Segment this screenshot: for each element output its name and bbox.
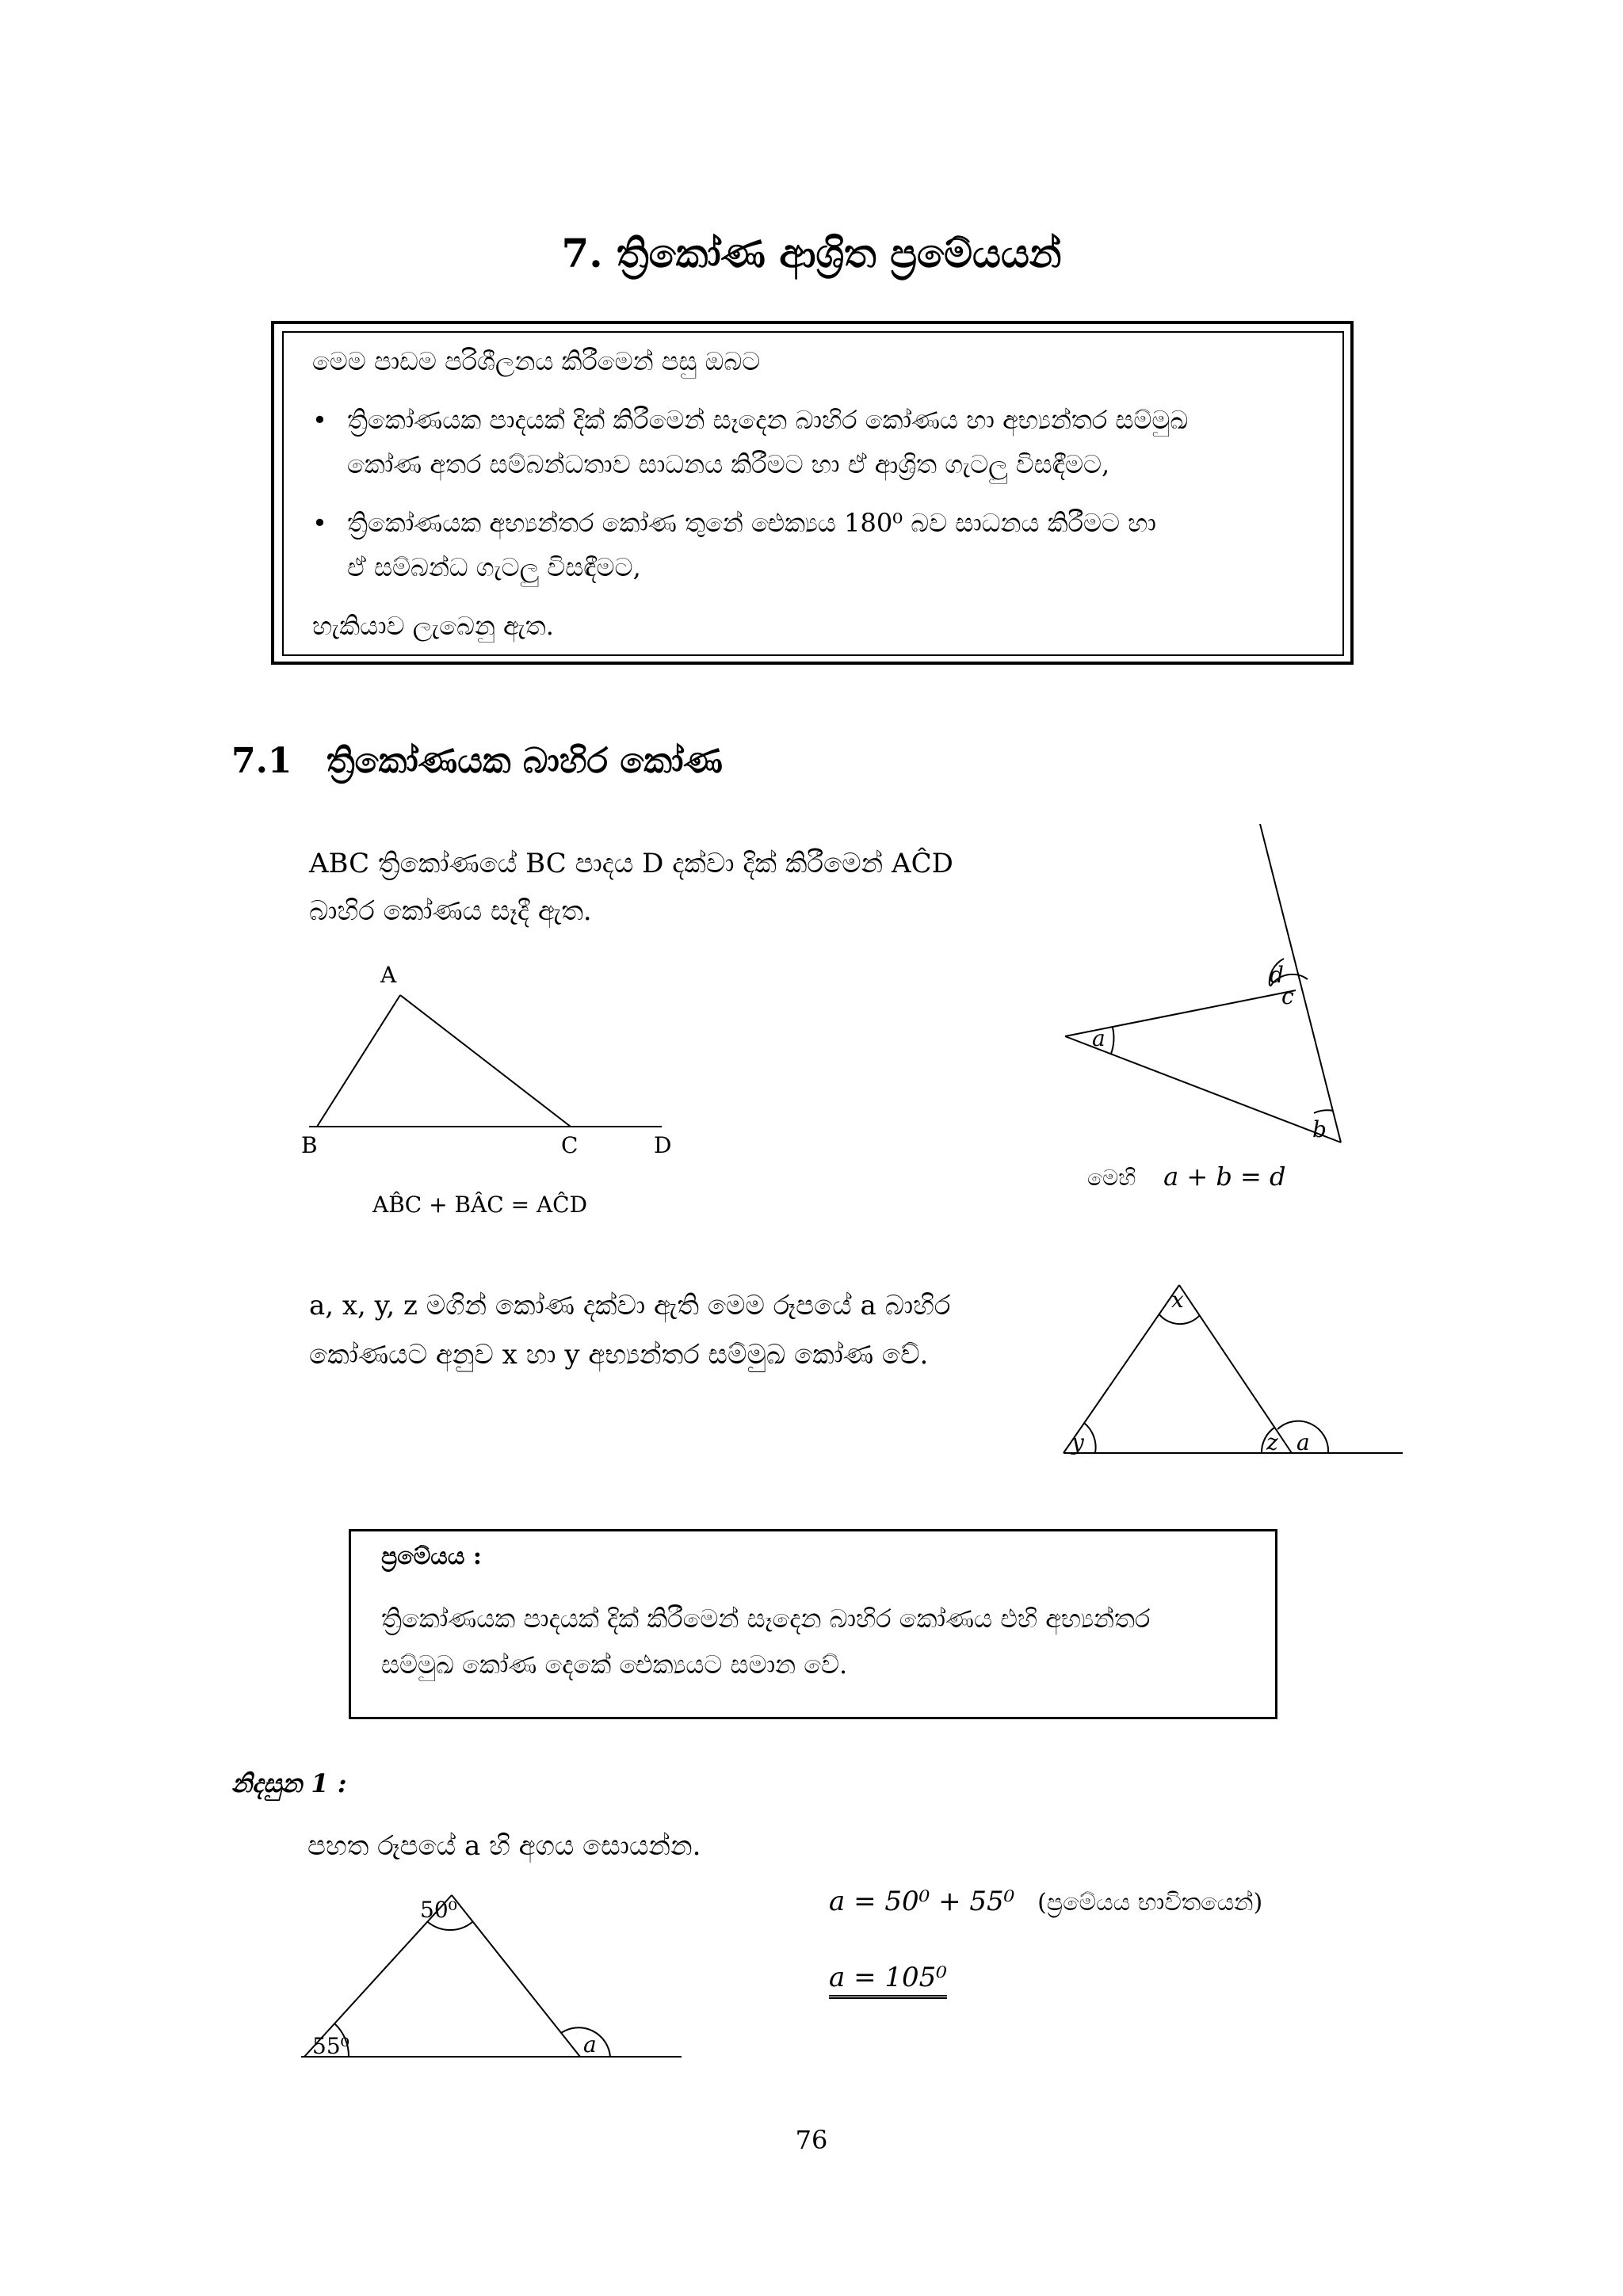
- theorem-box: [349, 1529, 1277, 1719]
- label-z: z: [1266, 1429, 1278, 1455]
- section-number: 7.1: [231, 741, 292, 781]
- angle-arc-a: [1111, 1028, 1113, 1054]
- example-heading: නිදසුන 1 :: [231, 1768, 347, 1798]
- objective-1-line1: ත්‍රිකෝණයක පාදයක් දික් කිරීමෙන් සෑදෙන බාහිර කෝණය හා අභ්‍යන්තර සම්මුඛ: [347, 405, 1189, 435]
- bullet-icon: •: [312, 405, 327, 435]
- solution-step1-eq: a = 50⁰ + 55⁰: [829, 1886, 1015, 1917]
- page-title: 7. ත්‍රිකෝණ ආශ්‍රිත ප්‍රමේයයන්: [561, 230, 1062, 277]
- fig2-caption: [1087, 1161, 1286, 1192]
- angle-equation: AB̂C + BÂC = AĈD: [372, 1192, 588, 1218]
- label-d: d: [1270, 962, 1284, 988]
- page-number: 76: [795, 2125, 828, 2155]
- label-c: c: [1281, 983, 1294, 1009]
- fig2-caption-equation: a + b = d: [1163, 1161, 1286, 1192]
- angle-arc-y: [1084, 1423, 1096, 1453]
- side-bottom: [1065, 1036, 1341, 1142]
- side-ac: [400, 995, 571, 1127]
- label-a: a: [1296, 1429, 1310, 1455]
- section-title: ත්‍රිකෝණයක බාහිර කෝණ: [326, 741, 723, 781]
- label-55: 55⁰: [312, 2033, 349, 2059]
- label-y: y: [1071, 1429, 1084, 1455]
- para1-line2: බාහිර කෝණය සෑදී ඇත.: [309, 895, 592, 927]
- side-right: [1179, 1285, 1292, 1453]
- para1-line1: ABC ත්‍රිකෝණයේ BC පාදය D දක්වා දික් කිරීමෙන් AĈD: [309, 848, 953, 879]
- example-instruction: පහත රූපයේ a හි අගය සොයන්න.: [307, 1830, 701, 1862]
- bullet-icon: •: [312, 508, 327, 538]
- solution-step2: a = 105⁰: [829, 1962, 947, 1999]
- objective-2-line1: ත්‍රිකෝණයක අභ්‍යන්තර කෝණ තුනේ ඓක්‍යය 180⁰ බව සාධනය කිරීමට හා: [347, 508, 1156, 538]
- objectives-outro: හැකියාව ලැබෙනු ඇත.: [312, 611, 554, 641]
- objectives-box: [282, 331, 1344, 656]
- fig2-caption-prefix: මෙහි: [1087, 1165, 1136, 1191]
- label-x: x: [1171, 1287, 1184, 1313]
- label-b: B: [301, 1132, 318, 1158]
- figure-triangle-xyz: [1054, 1268, 1411, 1474]
- angle-arc-top: [428, 1922, 472, 1930]
- label-a: A: [380, 962, 397, 988]
- side-ab: [317, 995, 400, 1127]
- angle-arc-x: [1159, 1314, 1200, 1324]
- theorem-line1: ත්‍රිකෝණයක පාදයක් දික් කිරීමෙන් සෑදෙන බාහිර කෝණය එහි අභ්‍යන්තර: [381, 1604, 1151, 1634]
- angle-arc-b: [1314, 1110, 1333, 1113]
- solution-step1-note: (ප්‍රමේයය භාවිතයෙන්): [1037, 1889, 1263, 1917]
- label-a: a: [1092, 1025, 1106, 1051]
- solution-step1: [829, 1886, 1262, 1917]
- label-b: b: [1312, 1116, 1327, 1142]
- objective-2-line2: ඒ සම්බන්ධ ගැටලු විසඳීමට,: [347, 552, 641, 582]
- side-left: [1064, 1285, 1179, 1453]
- objectives-intro: මෙම පාඩම පරිශීලනය කිරීමෙන් පසු ඔබට: [312, 346, 761, 376]
- para2-line2: කෝණයට අනුව x හා y අභ්‍යන්තර සම්මුඛ කෝණ වේ.: [309, 1339, 929, 1371]
- para2-line1: a, x, y, z මගින් කෝණ දක්වා ඇති මෙම රූපයේ a බාහිර: [309, 1290, 951, 1322]
- figure-example-triangle: [293, 1878, 689, 2084]
- figure-triangle-abc: [285, 951, 729, 1228]
- label-a: a: [583, 2031, 597, 2058]
- label-c: C: [561, 1132, 579, 1158]
- objective-1-line2: කෝණ අතර සම්බන්ධතාව සාධනය කිරීමට හා ඒ ආශ්‍රිත ගැටලු විසඳීමට,: [347, 449, 1110, 479]
- label-d: D: [654, 1132, 672, 1158]
- section-heading: [231, 741, 723, 781]
- theorem-line2: සම්මුඛ කෝණ දෙකේ ඓක්‍යයට සමාන වේ.: [381, 1650, 848, 1680]
- theorem-heading: ප්‍රමේයය :: [381, 1543, 482, 1570]
- label-50: 50⁰: [420, 1897, 457, 1923]
